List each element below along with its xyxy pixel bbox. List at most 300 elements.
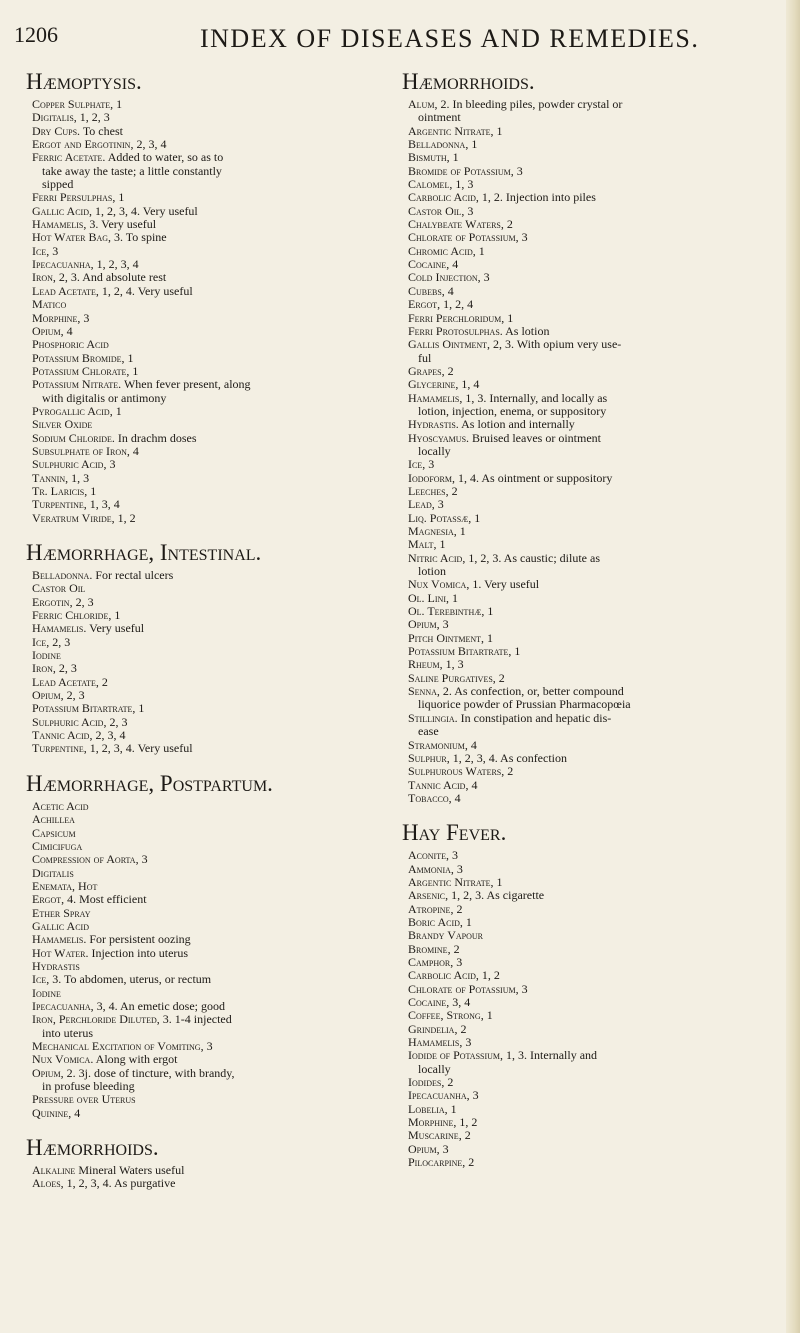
index-entry — [32, 880, 392, 893]
remedy-name: Ol. Terebinthæ — [408, 604, 482, 619]
remedy-note: , 1 — [490, 874, 503, 889]
remedy-note: , 3 — [459, 1035, 472, 1050]
remedy-name: Stramonium — [408, 737, 465, 752]
index-entry — [408, 1036, 768, 1049]
index-entry — [32, 662, 392, 675]
remedy-name: Potassium Bromide — [32, 350, 122, 365]
index-entry-continuation — [408, 698, 768, 711]
remedy-note: , 4 — [446, 257, 459, 272]
index-entry — [32, 1093, 392, 1106]
remedy-note: , 3 — [431, 497, 444, 512]
index-entry — [408, 1143, 768, 1156]
remedy-name: Iodide of Potassium — [408, 1048, 501, 1063]
remedy-name: Gallis Ointment — [408, 337, 487, 352]
remedy-name: Chlorate of Potassium — [408, 981, 516, 996]
remedy-name: Hot Water Bag — [32, 230, 108, 245]
remedy-note: , 1. Very useful — [466, 577, 540, 592]
index-entry — [32, 205, 392, 218]
index-entry — [32, 987, 392, 1000]
remedy-note: , 1, 2, 4. Very useful — [95, 283, 193, 298]
remedy-note: , 1, 2, 3. As caustic; dilute as — [462, 550, 600, 565]
remedy-note: liquorice powder of Prussian Pharmacopœia — [418, 697, 631, 712]
index-entry — [408, 578, 768, 591]
remedy-name: Iodides — [408, 1075, 442, 1090]
remedy-note: , 2. In bleeding piles, powder crystal or — [434, 97, 623, 111]
index-entry-continuation — [408, 1063, 768, 1076]
index-entry — [32, 432, 392, 445]
index-entry — [408, 876, 768, 889]
remedy-note: , 3, 4 — [446, 995, 471, 1009]
remedy-name: Hamamelis — [408, 390, 460, 405]
remedy-note: , 2 — [445, 483, 458, 498]
index-entry — [32, 676, 392, 689]
remedy-note: , 2, 3 — [69, 594, 94, 609]
remedy-note: , 1, 2, 3, 4. Very useful — [89, 203, 198, 218]
remedy-name: Ergot and Ergotinin — [32, 137, 131, 152]
index-entry — [32, 716, 392, 729]
remedy-note: , 1, 2, 3, 4. As purgative — [60, 1176, 176, 1191]
remedy-name: Phosphoric Acid — [32, 337, 109, 352]
remedy-note: , 2 — [501, 764, 514, 779]
index-entry — [32, 827, 392, 840]
remedy-name: Chlorate of Potassium — [408, 230, 516, 245]
remedy-note: locally — [418, 1061, 451, 1076]
index-entry — [408, 956, 768, 969]
remedy-name: Ice — [408, 457, 423, 472]
remedy-note: , 4. Most efficient — [61, 892, 147, 907]
index-entry — [32, 338, 392, 351]
remedy-note: locally — [418, 443, 451, 458]
remedy-note: , 3 — [436, 617, 449, 632]
index-entry — [408, 338, 768, 351]
remedy-name: Opium — [408, 617, 437, 632]
index-entry — [32, 649, 392, 662]
remedy-note: , 1 — [446, 590, 458, 605]
remedy-name: Gallic Acid — [32, 918, 89, 933]
remedy-name: Chalybeate Waters — [408, 217, 501, 232]
remedy-name: Grapes — [408, 363, 442, 378]
remedy-name: Potassium Chlorate — [32, 363, 127, 378]
remedy-name: Veratrum Viride — [32, 510, 112, 525]
index-entry — [408, 943, 768, 956]
remedy-name: Ipecacuanha — [32, 257, 91, 272]
remedy-note: ful — [418, 350, 432, 365]
remedy-note: , 1, 3. Internally, and locally as — [459, 390, 608, 405]
index-entry — [408, 969, 768, 982]
remedy-note: , 2 — [95, 674, 108, 689]
remedy-note: , 4 — [60, 323, 73, 338]
index-entry — [32, 960, 392, 973]
index-entry — [408, 191, 768, 204]
remedy-name: Ice — [32, 972, 47, 987]
remedy-name: Ferri Persulphas — [32, 190, 113, 205]
remedy-name: Atropine — [408, 901, 451, 916]
remedy-note: with digitalis or antimony — [42, 390, 167, 405]
remedy-name: Magnesia — [408, 524, 454, 538]
remedy-name: Iron, Perchloride Diluted — [32, 1012, 157, 1027]
remedy-note: , 3 — [77, 310, 90, 325]
remedy-name: Sodium Chloride — [32, 430, 112, 445]
remedy-note: , 1 — [121, 350, 134, 365]
remedy-name: Aconite — [408, 848, 446, 863]
remedy-name: Cold Injection — [408, 270, 478, 285]
remedy-name: Cocaine — [408, 995, 447, 1009]
remedy-note: . Bruised leaves or ointment — [466, 430, 601, 445]
index-entry — [32, 947, 392, 960]
remedy-note: , 4 — [464, 737, 477, 752]
remedy-note: ointment — [418, 110, 461, 125]
index-entry — [32, 813, 392, 826]
remedy-note: , 2 — [462, 1155, 475, 1170]
remedy-name: Belladonna — [408, 137, 466, 152]
remedy-name: Ice — [32, 243, 47, 258]
remedy-note: into uterus — [42, 1025, 93, 1040]
remedy-note: take away the taste; a little constantly — [42, 163, 222, 178]
index-entry — [32, 907, 392, 920]
remedy-name: Glycerine — [408, 377, 456, 392]
remedy-name: Capsicum — [32, 825, 76, 840]
remedy-name: Ammonia — [408, 861, 451, 876]
index-entry — [32, 800, 392, 813]
remedy-note: ease — [418, 724, 439, 739]
remedy-note: , 3, 4. An emetic dose; good — [90, 998, 225, 1013]
index-entry — [32, 418, 392, 431]
remedy-note: , 1 — [472, 243, 485, 258]
index-entry — [32, 312, 392, 325]
remedy-note: , 1, 2, 3, 4 — [90, 257, 139, 272]
remedy-name: Compression of Aorta — [32, 852, 136, 867]
remedy-name: Coffee, Strong — [408, 1008, 481, 1023]
index-entry — [32, 512, 392, 525]
index-entry-continuation — [408, 405, 768, 418]
index-entry — [32, 596, 392, 609]
index-entry — [408, 392, 768, 405]
remedy-note: , 2 — [492, 670, 505, 685]
index-entry — [408, 205, 768, 218]
remedy-note: , 3 — [515, 230, 528, 245]
remedy-note: , 1 — [490, 123, 503, 138]
remedy-note: , 1, 3 — [449, 177, 474, 192]
remedy-note: , 1, 3. Internally and — [500, 1048, 598, 1063]
remedy-name: Iodine — [32, 985, 61, 1000]
index-entry — [408, 1076, 768, 1089]
page-number: 1206 — [14, 22, 58, 47]
remedy-name: Quinine — [32, 1105, 69, 1120]
index-entry — [408, 996, 768, 1009]
index-entry — [32, 405, 392, 418]
remedy-note: , 4 — [68, 1105, 81, 1120]
page-header — [0, 14, 800, 54]
remedy-name: Potassium Bitartrate — [32, 701, 133, 716]
index-entry — [32, 1000, 392, 1013]
remedy-name: Potassium Bitartrate — [408, 644, 509, 659]
remedy-name: Carbolic Acid — [408, 190, 476, 205]
remedy-name: Chromic Acid — [408, 243, 473, 258]
index-entry — [408, 632, 768, 645]
remedy-name: Gallic Acid — [32, 203, 89, 218]
remedy-note: , 1 — [480, 1008, 493, 1023]
remedy-name: Pyrogallic Acid — [32, 403, 110, 418]
remedy-note: , 3 — [510, 163, 523, 178]
remedy-note: lotion, injection, enema, or suppository — [418, 403, 607, 418]
index-entry — [408, 765, 768, 778]
remedy-note: , 1 — [433, 537, 446, 552]
index-entry — [32, 1177, 392, 1190]
remedy-note: , 2 — [441, 1075, 454, 1090]
remedy-note: , 1, 2, 3 — [73, 110, 110, 125]
remedy-name: Hydrastis — [32, 958, 80, 973]
remedy-name: Ergotin — [32, 594, 70, 609]
remedy-note: , 3. Very useful — [83, 217, 157, 232]
remedy-note: sipped — [42, 177, 74, 192]
index-entry-continuation — [408, 111, 768, 124]
index-entry — [32, 458, 392, 471]
remedy-note: , 1, 2 — [475, 968, 500, 983]
remedy-name: Muscarine — [408, 1128, 459, 1143]
section-heading: Hæmorrhage, Intestinal. — [26, 540, 262, 565]
remedy-name: Ipecacuanha — [408, 1088, 467, 1103]
remedy-name: Mechanical Excitation of Vomiting — [32, 1039, 201, 1053]
remedy-note: , 2, 3. With opium very use- — [487, 337, 622, 352]
index-entry — [32, 378, 392, 391]
remedy-name: Hamamelis — [32, 932, 84, 947]
index-entry — [408, 472, 768, 485]
remedy-name: Tannic Acid — [32, 728, 90, 743]
index-entry — [32, 285, 392, 298]
remedy-note: . In constipation and hepatic dis- — [454, 710, 612, 725]
index-entry — [32, 609, 392, 622]
remedy-note: , 4 — [448, 790, 461, 805]
index-entry — [408, 1103, 768, 1116]
remedy-name: Lobelia — [408, 1101, 445, 1116]
index-entry — [408, 552, 768, 565]
remedy-note: , 3 — [200, 1039, 213, 1053]
remedy-note: , 1 — [112, 190, 125, 205]
remedy-note: , 2. As confection, or, better compound — [436, 684, 624, 699]
remedy-name: Ferric Chloride — [32, 608, 109, 623]
remedy-name: Belladonna — [32, 568, 90, 582]
remedy-name: Camphor — [408, 954, 451, 969]
remedy-note: , 4 — [126, 443, 139, 458]
index-entry-continuation — [408, 725, 768, 738]
index-entry — [408, 151, 768, 164]
remedy-note: , 4 — [441, 283, 454, 298]
index-entry — [408, 658, 768, 671]
remedy-note: . For rectal ulcers — [89, 568, 174, 582]
right-column — [402, 68, 768, 1170]
index-entry — [32, 973, 392, 986]
remedy-name: Hamamelis — [408, 1035, 460, 1050]
remedy-note: , 1, 2, 3, 4. Very useful — [83, 741, 193, 756]
index-entry — [32, 111, 392, 124]
index-entry — [32, 352, 392, 365]
index-entry — [408, 312, 768, 325]
remedy-note: , 2, 3 — [46, 634, 71, 649]
index-entry — [408, 125, 768, 138]
remedy-name: Leeches — [408, 483, 446, 498]
remedy-note: , 1 — [453, 524, 466, 538]
section-heading: Hæmoptysis. — [26, 69, 142, 94]
remedy-note: , 2. 3j. dose of tincture, with brandy, — [60, 1065, 235, 1080]
remedy-note: , 1, 2, 3. As cigarette — [445, 888, 545, 903]
index-entry — [408, 1009, 768, 1022]
remedy-note: , 4 — [465, 777, 478, 792]
remedy-name: Rheum — [408, 657, 440, 672]
remedy-note: , 2, 3. And absolute rest — [52, 270, 167, 285]
index-entry-continuation — [32, 178, 392, 191]
index-entry — [32, 298, 392, 311]
remedy-name: Subsulphate of Iron — [32, 443, 127, 458]
index-entry — [408, 645, 768, 658]
remedy-name: Turpentine — [32, 741, 84, 756]
remedy-name: Stillingia — [408, 710, 455, 725]
remedy-name: Cubebs — [408, 283, 442, 298]
remedy-note: , 1, 3, 4 — [83, 497, 120, 512]
remedy-name: Senna — [408, 684, 437, 699]
remedy-note: , 1 — [444, 1101, 457, 1116]
remedy-note: . As lotion — [499, 323, 550, 338]
remedy-note: , 1 — [126, 363, 139, 378]
remedy-note: , 3 — [422, 457, 435, 472]
remedy-note: , 2, 3 — [52, 661, 77, 676]
remedy-name: Digitalis — [32, 865, 74, 880]
index-entry — [408, 231, 768, 244]
index-entry — [32, 1040, 392, 1053]
remedy-name: Iodine — [32, 648, 61, 663]
remedy-name: Pilocarpine — [408, 1155, 463, 1170]
remedy-name: Opium — [32, 323, 61, 338]
remedy-note: , 1, 2 — [111, 510, 136, 525]
index-entry — [32, 325, 392, 338]
index-entry — [32, 365, 392, 378]
remedy-name: Tr. Laricis — [32, 483, 85, 498]
index-entry — [408, 739, 768, 752]
remedy-name: Lead — [408, 497, 432, 512]
remedy-name: Pitch Ointment — [408, 630, 481, 645]
remedy-name: Alkaline — [32, 1163, 76, 1178]
index-entry — [32, 1107, 392, 1120]
index-entry — [408, 605, 768, 618]
index-entry — [32, 893, 392, 906]
remedy-name: Boric Acid — [408, 914, 460, 929]
index-entry — [408, 592, 768, 605]
remedy-note: , 1, 2 — [453, 1115, 478, 1130]
remedy-note: , 1, 4. As ointment or suppository — [452, 470, 613, 485]
remedy-name: Ergot — [408, 297, 438, 312]
section-heading: Hæmorrhage, Postpartum. — [26, 770, 273, 796]
remedy-name: Silver Oxide — [32, 417, 93, 432]
index-entry — [32, 689, 392, 702]
section-heading: Hay Fever. — [402, 820, 507, 846]
index-entry — [408, 889, 768, 902]
index-entry — [408, 1023, 768, 1036]
remedy-name: Hamamelis — [32, 621, 84, 636]
remedy-note: . To chest — [77, 123, 123, 138]
index-entry — [32, 840, 392, 853]
remedy-name: Brandy Vapour — [408, 928, 484, 943]
remedy-note: , 2 — [458, 1128, 471, 1143]
index-entry — [32, 191, 392, 204]
index-entry — [32, 445, 392, 458]
remedy-note: lotion — [418, 564, 447, 579]
index-entry — [32, 569, 392, 582]
index-entry — [32, 1067, 392, 1080]
remedy-note: , 3 — [461, 203, 474, 218]
index-entry — [408, 298, 768, 311]
remedy-name: Opium — [408, 1141, 437, 1156]
remedy-name: Malt — [408, 537, 434, 552]
remedy-note: , 3 — [46, 243, 59, 258]
remedy-note: , 2, 3, 4 — [130, 137, 167, 152]
remedy-name: Bromine — [408, 941, 448, 956]
index-entry — [32, 1164, 392, 1177]
index-entry — [32, 98, 392, 111]
index-entry — [32, 853, 392, 866]
remedy-name: Alum — [408, 97, 435, 111]
remedy-note: , 1, 4 — [455, 377, 480, 392]
index-entry-continuation — [408, 445, 768, 458]
remedy-name: Opium — [32, 688, 61, 703]
index-entry — [32, 920, 392, 933]
remedy-name: Copper Sulphate — [32, 97, 111, 111]
remedy-name: Iron — [32, 661, 53, 676]
remedy-note: , 1 — [508, 644, 521, 659]
index-entry — [32, 729, 392, 742]
page-edge — [786, 0, 800, 1333]
index-entry — [32, 636, 392, 649]
remedy-name: Nitric Acid — [408, 550, 463, 565]
remedy-name: Sulphur — [408, 750, 447, 765]
remedy-name: Ipecacuanha — [32, 998, 91, 1013]
remedy-note: , 1 — [481, 604, 494, 619]
index-entry — [408, 685, 768, 698]
index-entry — [32, 138, 392, 151]
remedy-name: Liq. Potassæ — [408, 510, 469, 525]
index-entry — [32, 582, 392, 595]
index-entry — [32, 867, 392, 880]
remedy-note: , 2, 3 — [103, 714, 128, 729]
remedy-note: , 1 — [501, 310, 514, 325]
index-entry — [32, 1053, 392, 1066]
remedy-name: Sulphurous Waters — [408, 764, 502, 779]
remedy-name: Hyoscyamus — [408, 430, 467, 445]
remedy-name: Opium — [32, 1065, 61, 1080]
remedy-note: , 1 — [109, 403, 122, 418]
index-entry-continuation — [32, 1080, 392, 1093]
remedy-note: , 1, 2, 4 — [437, 297, 474, 312]
remedy-note: . When fever present, along — [118, 377, 251, 392]
remedy-note: in profuse bleeding — [42, 1079, 135, 1094]
index-entry — [408, 485, 768, 498]
remedy-name: Ice — [32, 634, 47, 649]
remedy-note: , 3. 1-4 injected — [156, 1012, 232, 1027]
index-entry — [32, 742, 392, 755]
remedy-note: , 1 — [446, 150, 459, 165]
left-column — [26, 68, 392, 1191]
index-entry — [408, 1049, 768, 1062]
remedy-note: , 2 — [447, 941, 460, 956]
remedy-note: . Added to water, so as to — [102, 150, 224, 165]
index-entry-continuation — [32, 165, 392, 178]
index-entry — [408, 432, 768, 445]
remedy-note: , 3. To abdomen, uterus, or rectum — [46, 972, 212, 987]
remedy-note: , 2 — [500, 217, 513, 232]
remedy-name: Hamamelis — [32, 217, 84, 232]
index-entry — [32, 125, 392, 138]
index-entry — [32, 245, 392, 258]
index-entry — [408, 1129, 768, 1142]
remedy-name: Bromide of Potassium — [408, 163, 511, 178]
